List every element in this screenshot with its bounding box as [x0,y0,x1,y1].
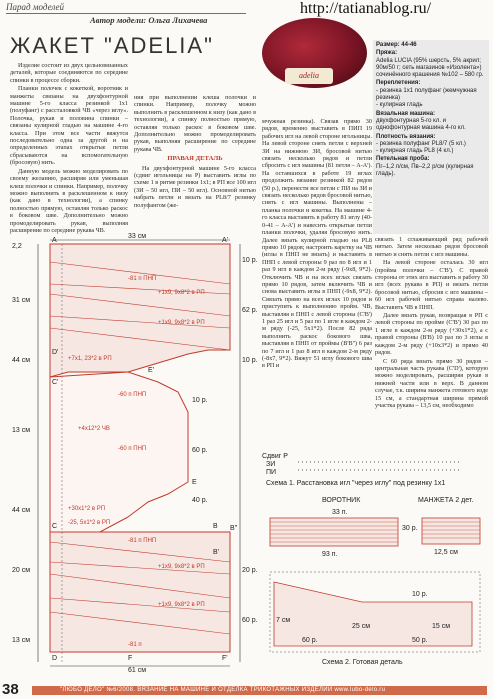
density-2: - кулирная гладь PL8 (4 кл.) [376,148,454,155]
intro-para-1: Изделие состоит из двух цельновязанных деталей, которые соединяются по середине спинки в процессе сборки. [10,62,128,84]
col4-para-2: На левой стороне осталась 30 игл (пройма полочки – C'B'). С правой стороны от этих игл выставить в работу 30 игл (всех рукава в РП) и вязать петли бросовой нитью, сбросив с игл машины – 60 игл рабочей нитью справа налево. Выставить ЧВ в ПНП. [375,259,488,311]
point-D: D [52,655,58,662]
left-vert-label: 2,2 [12,243,22,250]
dim-side-4: 10 р. [192,397,208,404]
page-number: 38 [2,681,19,698]
point-B: B [213,523,218,530]
collar-top-dim: 33 п. [332,509,348,516]
yarn-brand-label: adelia [285,68,333,84]
dim-side-1: 10 р. [242,257,258,264]
pattern-diagram [8,232,258,672]
annot-f: -60 п ПНП [118,446,147,452]
right-piece-column [134,94,256,224]
annot-j: +1х9, 9х8*2 в РП [158,602,205,608]
dim-side-8: 60 р. [242,617,258,624]
annot-i: +1х9, 9х8*2 в РП [158,564,205,570]
right-piece-heading: ПРАВАЯ ДЕТАЛЬ [167,155,223,163]
col3-text: мчужная резинка). Связав прямо 30 рядов, временно выставить в ПИП 19 рабочих игл на левой стороне игольницы. На левой стороне снять петли с верхней ЗИ на нижнюю ЗИ, бросовой нитью связать несколько рядов и петли сбросить с игл машины (81 петля – A-A'). На оставшихся в работе 19 иглах продолжить вязание резинкой 82 рядов (50 р.), перенести все петли с ПИ на ЗИ и связать несколько рядов бросовой нитью, снять с игл машины. Выполнены – планка полочки и кокетка. На машине 4-го класса выставить в работу 81 иглу (40-0-41 – A-A') и навесить открытые петли планки полочки, удаляя бросовую нить. Далее вязать кулирной гладью на PL8 прямо 10 рядов; настроить каретку на ЧВ (иглы в ПНП не вязать) и выставить в ПНП с левой стороны 9 раз по 8 игл и 1 раз 9 игл в каждом 2-м ряду (-9х8, 9*2). Отключить ЧВ и на всех иглах связать прямо 10 рядов, затем включить ЧВ и снова выставить иглы в ПНП (-9х8, 9*2). Связать прямо на всех иглах 10 рядов и приступить к выполнению пройм. ЧВ, выставляя в ПНП с левой стороны (C'B') 1 раз 25 игл и 5 раз по 1 игле в каждом 2-м ряду (-25, 5х1*2). После 82 ряда выполнить раскос бокового шва, выставляя в ПНП от проймы (B'B'') 6 раз по 7 игл и 1 раз 8 игл в каждом 2-м ряду (-8х7, 9*2). Вяжут 51 иглу бокового шва в РП и [262,118,372,370]
header-rule [6,13,246,14]
instructions-column-4 [375,236,488,446]
dim-side-6: 40 р. [192,497,208,504]
needle-ticks [298,462,462,470]
finished-dim-4: 15 см [432,623,451,630]
annot-c: +1х9, 9х8*2 в РП [158,320,205,326]
stitch-1: - резинка 1х1 полуфанг (жемчужная резинка) [376,87,477,102]
dim-left-1: 31 см [12,297,31,304]
finished-part-label: Схема 2. Готовая деталь [322,659,403,666]
footer-text: "ЛЮБО ДЕЛО" №6/2008. ВЯЗАНИЕ НА МАШИНЕ И ОТДЕЛКА ТРИКОТАЖНЫХ ИЗДЕЛИЙ www.lubo-delo.ru [60,687,386,693]
density-1: - резинка полуфанг PL8/7 (5 кл.) [376,140,466,147]
annot-e: +4х12*2 ЧВ [78,426,110,432]
collar-bottom-dim: 93 п. [322,551,338,558]
stitches-heading: Переплетения: [376,80,421,87]
point-Dp: D' [52,349,59,356]
annot-m: -81 п [128,642,142,648]
finished-dim-3: 25 см [352,623,371,630]
bottom-dimension-label: 61 см [128,667,147,672]
cuff-label: МАНЖЕТА 2 дет. [418,497,474,504]
machine-spec: двухфонтурная 5-го кл. и однофонтурная машина 4-го кл. [376,117,466,132]
cuff-dim: 12,5 см [434,549,458,556]
schedule-row-front: ПИ [266,469,277,476]
dim-left-6: 13 см [12,637,31,644]
annot-h: -25, 5х1*2 в РП [68,520,111,526]
annot-b: +1х9, 9х8*2 в РП [158,290,205,296]
annot-k: -81 п ПНП [128,538,157,544]
stitch-2: - кулирная гладь [376,102,423,109]
density-heading: Плотность вязания: [376,133,436,140]
blog-url[interactable]: http://tatianablog.ru/ [300,0,432,17]
schedule-row-back: ЗИ [266,461,276,468]
schedule-row-shift: Сдвиг P [262,453,288,460]
point-C: C [52,523,58,530]
finished-dim-1: 10 р. [412,591,428,598]
specs-box [373,40,489,234]
point-F: F [128,655,133,662]
dim-side-5: 60 р. [192,447,208,454]
finished-dim-6: 50 р. [412,637,428,644]
col4-para-1: связать 1 сглаживающий ряд рабочей нитью. Затем несколько рядов бросовой нитью и снять петли с игл машины. [375,236,488,258]
machine-heading: Вязальная машина: [376,110,436,117]
annot-d: +7х1, 23*2 в РП [68,356,112,362]
point-E: E [192,479,197,486]
dim-left-5: 20 см [12,567,31,574]
schemas-panel [262,452,490,672]
section-title: Парад моделей [6,2,65,12]
dim-left-2: 44 см [12,357,31,364]
annot-g: +30х1*2 в РП [68,506,106,512]
point-Ap: A' [222,237,229,244]
annot-l: -60 п ПНП [118,392,147,398]
finished-dim-2: 7 см [276,617,291,624]
point-Fp: F' [222,655,228,662]
dim-side-2: 62 р. [242,307,258,314]
gauge-heading: Петельная проба: [376,156,430,163]
col4-para-3: Далее вязать рукав, возвращая в РП с левой стороны по пройме (C'B') 30 раз по 1 игле в каждом 2-м ряду (+30х1*2), а с правой стороны (B'B) 10 раз по 3 иглы в каждом 2-м ряду (+10х3*2) и прямо 40 рядов. [375,312,488,357]
author-line: Автор модели: Ольга Лихачева [90,15,208,25]
collar-label: ВОРОТНИК [322,497,361,504]
body-shape [50,532,230,652]
top-dimension-label: 33 см [128,233,147,240]
intro-para-2: Планки полочек с кокеткой, воротник и манжеты связаны на двухфонтурной машине 5-го класса резинкой 1х1 (полуфанг) с рассталовкой ЧВ «через иглу». Полочка, рукав и половина спинки – связаны кулирной гладью на машине 4-го класса. При этом все части вяжутся последовательно одна за другой и на определенных этапах открытые петли сбрасываются на вспомогательную (бросовую) нить. [10,85,128,167]
dim-side-3: 10 р. [242,357,258,364]
collar-shape [270,518,398,546]
point-A: A [52,237,57,244]
intro-para-3: Данную модель можно моделировать по своему желанию, расширяя или уменьшая клеш полочки и спинки. Например, полочку можно выполнить в расклешенном к низу (как дано в технологии), а спинку полностью прямую, оставляя только раскос в боковом шве. Дополнительно можно промоделировать рукав, выполняя расширение по середине рукава ЧВ. [10,167,128,234]
intro-column [10,62,128,250]
annot-a: -81 п ПНП [128,276,157,282]
schedule-label: Схема 1. Расстановка игл "через иглу" под резинку 1х1 [266,480,446,487]
yarn-spec: Adelia LUCIA (95% шерсть, 5% акрил; 90м/50 г; сеть магазинов «Изолента») сочинённого крашения №102 – 580 гр. [376,57,484,79]
yarn-label-heading: Пряжа: [376,50,398,57]
point-Bp: B' [213,549,220,556]
collar-rows-dim: 30 р. [402,525,418,532]
col4-para-4: С 60 ряда вязать прямо 30 рядов – центральная часть рукава (C'D'), которую можно моделировать, расширяя рукав в нижней части или в верх. В данном случае, т.к. ширина манжета готового изде 15 см, а стандартная ширина прямой участка рукава – 13,5 см, необходимо [375,357,488,409]
dim-side-7: 20 р. [242,567,258,574]
col2-lead: ния при выполнении клеша полочки и спинки. Например, полочку можно выполнить в расклешенном к низу (как дано в технологии), а спинку полностью прямую, оставляя только раскос в боковом шве. Дополнительно можно промоделировать рукав, выполняя расширение по середине рукава ЧВ. [134,94,256,153]
point-Bpp: B'' [230,525,238,532]
col2-body: На двухфонтурной машине 5-го класса (сдвиг игольницы на P) выставить иглы по схеме 1 в ритме резинки 1х1; в РП все 100 игл (ЗИ – 50 игл, ПИ – 50 игл). Основной нитью набрать петли и вязать на PL8/7 резинку полуфангом (же- [134,164,256,209]
size-line: Размер: 44-46 [376,42,417,48]
point-Cp: C' [52,379,59,386]
dim-left-3: 13 см [12,427,31,434]
gauge-spec: Пг–1,2 п/см, Пв–2,2 р/см (кулирная гладь). [376,163,474,178]
instructions-column-3 [262,118,372,448]
dim-left-4: 44 см [12,507,31,514]
finished-dim-5: 60 р. [302,637,318,644]
point-Ep: E' [148,367,155,374]
page-title: ЖАКЕТ "ADELIA" [10,33,214,58]
